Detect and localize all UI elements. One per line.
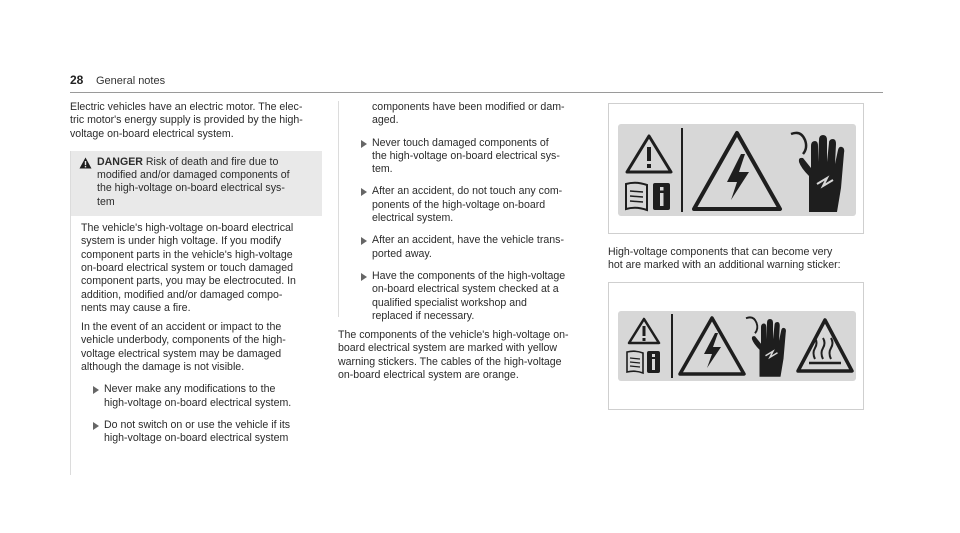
text-line: warning stickers. The cables of the high-voltage: [338, 355, 562, 368]
manual-info-icon: [623, 180, 673, 212]
bullet-item: [349, 185, 582, 225]
text-line: high-voltage on-board electrical system.: [104, 396, 292, 409]
danger-box: [70, 151, 322, 475]
paragraph: [349, 101, 582, 128]
warning-triangle-icon: [625, 134, 673, 174]
warning-triangle-icon: [79, 157, 92, 169]
text-line: qualified specialist workshop and: [372, 296, 527, 309]
text-line: nents may cause a fire.: [81, 301, 191, 314]
text-line: vehicle underbody, components of the high-: [81, 334, 286, 347]
paragraph: [81, 222, 314, 315]
text-line: ponents of the high-voltage on-board: [372, 198, 546, 211]
text-line: component parts, you may be electrocuted. In: [81, 275, 296, 288]
bullet-arrow-icon: [93, 422, 99, 430]
text-line: Have the components of the high-voltage: [372, 269, 566, 282]
danger-continuation-box: [338, 101, 590, 322]
sticker-caption: [608, 246, 868, 273]
intro-paragraph: [70, 101, 322, 141]
bullet-item: [81, 383, 314, 410]
danger-label: DANGER: [97, 155, 143, 168]
text-line: system is under high voltage. If you modify: [81, 235, 282, 248]
text-line: After an accident, do not touch any com-: [372, 185, 563, 198]
text-line: tric motor's energy supply is provided by the high-: [70, 114, 303, 127]
section-title: General notes: [96, 75, 166, 87]
high-voltage-icon: [677, 315, 747, 377]
text-line: tem: [97, 195, 115, 208]
bullet-item: [349, 234, 582, 261]
bullet-item: [349, 270, 582, 323]
text-line: Do not switch on or use the vehicle if its: [104, 418, 291, 431]
text-line: high-voltage on-board electrical system: [104, 432, 289, 445]
column-1: [70, 101, 322, 475]
text-line: In the event of an accident or impact to the: [81, 321, 282, 334]
text-line: voltage on-board electrical system.: [70, 127, 234, 140]
text-line: Never touch damaged components of: [372, 136, 549, 149]
text-line: ported away.: [372, 247, 432, 260]
sticker-divider: [681, 128, 683, 212]
hand-shock-icon: [743, 313, 791, 379]
text-line: the high-voltage on-board electrical sys-: [372, 149, 560, 162]
text-line: replaced if necessary.: [372, 309, 475, 322]
text-line: the high-voltage on-board electrical sys-: [97, 182, 285, 195]
text-line: High-voltage components that can become very: [608, 246, 833, 258]
danger-body: [71, 216, 322, 475]
cables-paragraph: [338, 329, 590, 382]
hot-surface-icon: [795, 317, 855, 375]
page-header: [70, 72, 883, 93]
text-line: Electric vehicles have an electric motor. The elec-: [70, 101, 303, 113]
text-line: The vehicle's high-voltage on-board electrical: [81, 222, 294, 235]
text-line: on-board electrical system or touch damaged: [81, 261, 293, 274]
manual-info-icon: [625, 349, 663, 375]
warning-sticker-figure: [608, 103, 864, 234]
high-voltage-icon: [691, 130, 783, 212]
text-line: electrical system.: [372, 212, 454, 225]
text-line: modified and/or damaged components of: [97, 169, 290, 182]
page-number: 28: [70, 73, 84, 87]
bullet-arrow-icon: [361, 237, 367, 245]
bullet-arrow-icon: [93, 386, 99, 394]
hand-shock-icon: [787, 128, 851, 214]
bullet-arrow-icon: [361, 273, 367, 281]
text-line: tem.: [372, 163, 393, 176]
text-line: on-board electrical system are orange.: [338, 368, 519, 381]
text-line: Risk of death and fire due to: [145, 155, 279, 168]
column-2: [338, 101, 590, 382]
sticker-divider: [671, 314, 673, 378]
text-line: board electrical system are marked with yellow: [338, 342, 558, 355]
text-line: Never make any modifications to the: [104, 383, 276, 396]
text-line: After an accident, have the vehicle trans-: [372, 234, 564, 247]
danger-header: [71, 151, 322, 216]
text-line: components have been modified or dam-: [372, 101, 565, 113]
text-line: on-board electrical system checked at a: [372, 283, 559, 296]
hot-warning-sticker-figure: [608, 282, 864, 410]
bullet-item: [81, 419, 314, 446]
bullet-arrow-icon: [361, 188, 367, 196]
text-line: component parts in the vehicle's high-voltage: [81, 248, 293, 261]
text-line: aged.: [372, 114, 399, 127]
text-line: hot are marked with an additional warning sticker:: [608, 259, 841, 272]
bullet-arrow-icon: [361, 140, 367, 148]
paragraph: [81, 321, 314, 374]
text-line: voltage electrical system may be damaged: [81, 347, 282, 360]
text-line: although the damage is not visible.: [81, 361, 245, 374]
text-line: addition, modified and/or damaged compo-: [81, 288, 283, 301]
warning-triangle-icon: [627, 317, 661, 345]
bullet-item: [349, 137, 582, 177]
text-line: The components of the vehicle's high-voltage on-: [338, 329, 569, 341]
